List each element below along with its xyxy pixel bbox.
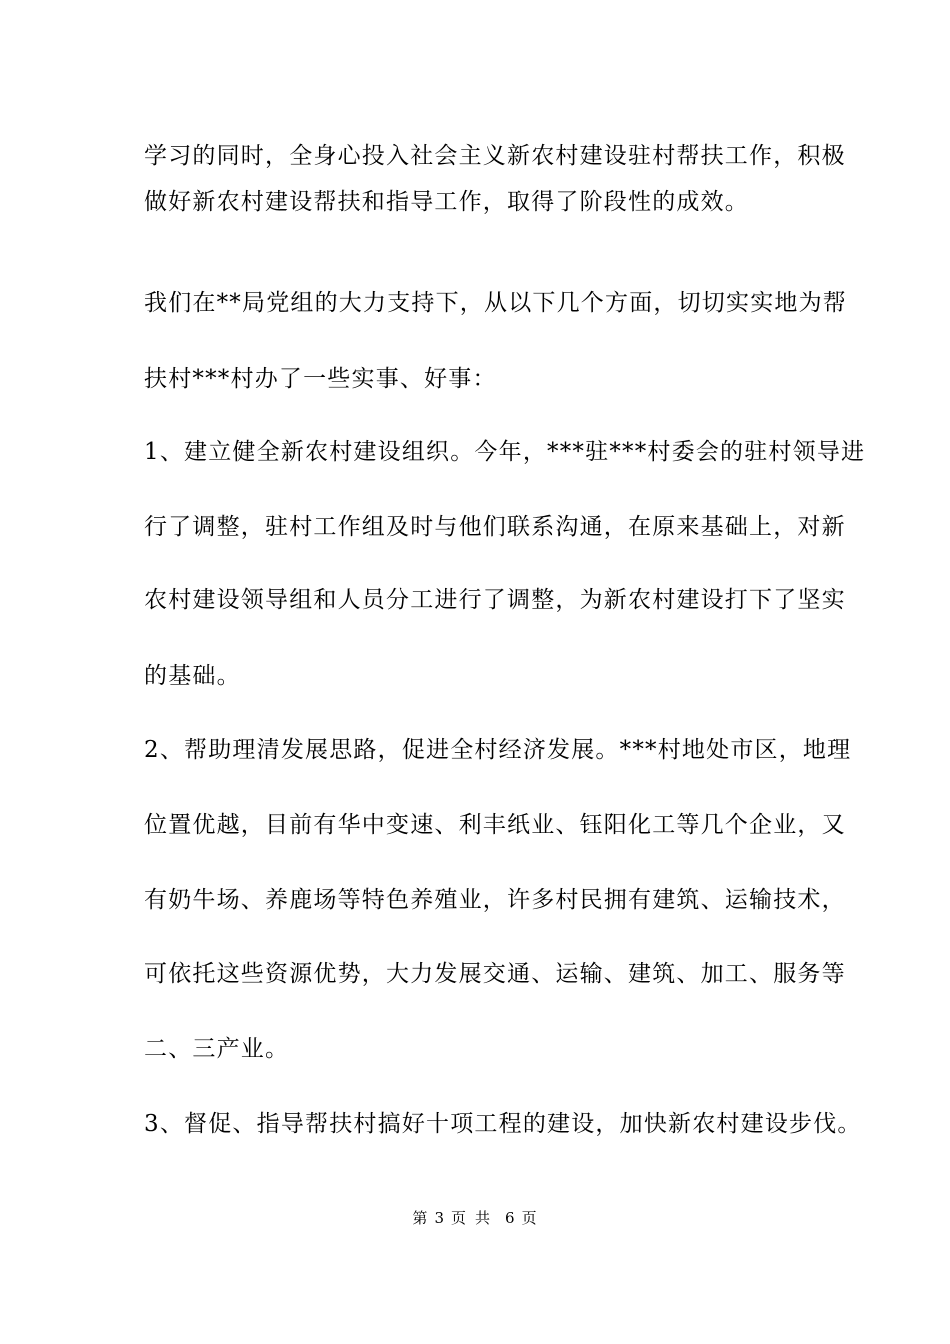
- text-line-12: 可依托这些资源优势，大力发展交通、运输、建筑、加工、服务等: [144, 961, 846, 987]
- footer-total-pages: 6: [505, 1209, 516, 1227]
- text-line-6: 行了调整，驻村工作组及时与他们联系沟通，在原来基础上，对新: [144, 514, 846, 540]
- footer-total-prefix: 共: [475, 1209, 492, 1227]
- text-line-5: 1、建立健全新农村建设组织。今年，***驻***村委会的驻村领导进: [144, 439, 866, 465]
- text-line-2: 做好新农村建设帮扶和指导工作，取得了阶段性的成效。: [144, 189, 749, 215]
- text-line-4: 扶村***村办了一些实事、好事：: [144, 366, 497, 392]
- text-line-8: 的基础。: [144, 663, 241, 689]
- footer-page-number: 3: [434, 1209, 445, 1227]
- text-line-3: 我们在**局党组的大力支持下，从以下几个方面，切切实实地为帮: [144, 290, 847, 316]
- footer-page-prefix: 第: [412, 1209, 429, 1227]
- text-line-1: 学习的同时，全身心投入社会主义新农村建设驻村帮扶工作，积极: [144, 143, 846, 169]
- page-footer: [0, 1208, 950, 1228]
- text-line-13: 二、三产业。: [144, 1036, 290, 1062]
- footer-page-word: 页: [450, 1209, 467, 1227]
- text-line-9: 2、帮助理清发展思路，促进全村经济发展。***村地处市区，地理: [144, 737, 852, 763]
- footer-total-word: 页: [521, 1209, 538, 1227]
- text-line-11: 有奶牛场、养鹿场等特色养殖业，许多村民拥有建筑、运输技术，: [144, 887, 846, 913]
- text-line-7: 农村建设领导组和人员分工进行了调整，为新农村建设打下了坚实: [144, 587, 846, 613]
- text-line-10: 位置优越，目前有华中变速、利丰纸业、钰阳化工等几个企业，又: [144, 812, 846, 838]
- text-line-14: 3、督促、指导帮扶村搞好十项工程的建设，加快新农村建设步伐。: [144, 1111, 862, 1137]
